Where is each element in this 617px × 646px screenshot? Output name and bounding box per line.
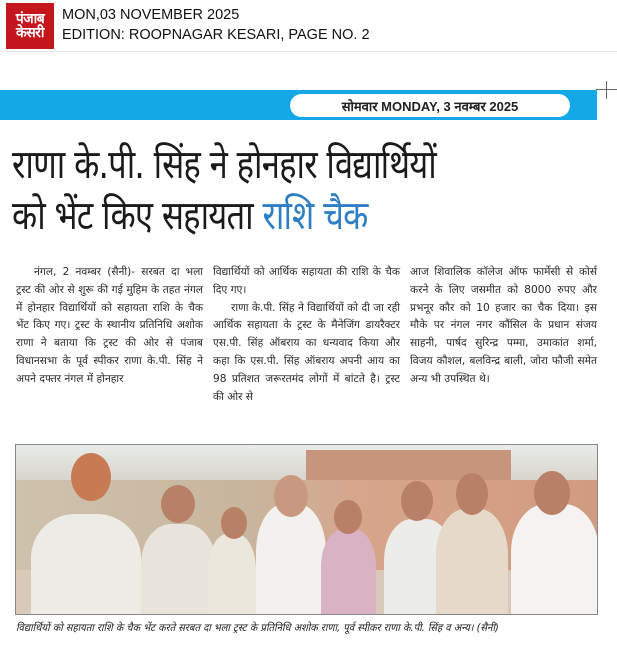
article-body [16, 264, 597, 442]
photo-person-head [71, 453, 111, 501]
headline-accent: राशि चैक [262, 193, 368, 239]
edition-name: EDITION: ROOPNAGAR KESARI, PAGE NO. 2 [62, 27, 370, 43]
photo-person-head [161, 485, 195, 523]
page-date-label: सोमवार MONDAY, 3 नवम्बर 2025 [290, 94, 570, 117]
article-column-3 [410, 264, 597, 442]
photo-person [436, 509, 508, 615]
photo-person [321, 529, 376, 615]
paragraph: विद्यार्थियों को आर्थिक सहायता की राशि के चैक दिए गए। [213, 266, 400, 296]
photo-person [511, 504, 598, 615]
photo-person-head [534, 471, 570, 515]
photo-person [141, 524, 216, 615]
photo-person-head [221, 507, 247, 539]
article-photo [15, 444, 598, 615]
photo-person [208, 534, 256, 615]
paragraph: आज शिवालिक कॉलेज ऑफ फार्मेसी से कोर्स करने के लिए जसमीत को 8000 रुपए और प्रभनूर कौर को 10 हजार का चैक दिया। इस मौके पर नंगल नगर कौंसिल के प्रधान संजय साहनी, पार्षद सुरिन्द्र पम्मा, उमाकांत शर्मा, विजय कौशल, बलविन्द्र बाली, जोरा फौजी समेत अन्य भी उपस्थित थे। [410, 266, 597, 385]
photo-person-head [401, 481, 433, 521]
edition-header [0, 0, 617, 52]
photo-person [31, 514, 141, 615]
headline-line-1: राणा के.पी. सिंह ने होनहार विद्यार्थियों [12, 142, 436, 188]
article-headline [12, 140, 500, 242]
headline-line-2 [12, 191, 500, 242]
photo-person-head [334, 500, 362, 534]
headline-line-2-main: को भेंट किए सहायता [12, 193, 253, 239]
logo-line-1: पंजाब [15, 11, 45, 27]
photo-caption: विद्यार्थियों को सहायता राशि के चैक भेंट करते सरबत दा भला ट्रस्ट के प्रतिनिधि अशोक राणा, पूर्व स्पीकर राणा के.पी. सिंह व अन्य। (सैनी) [16, 622, 499, 634]
crop-mark-icon [606, 81, 607, 99]
publication-date: MON,03 NOVEMBER 2025 [62, 7, 240, 23]
punjab-kesari-logo [6, 3, 54, 49]
photo-person-head [274, 475, 308, 517]
photo-person-head [456, 473, 488, 515]
article-column-1 [16, 264, 203, 442]
edition-meta [62, 5, 370, 45]
paragraph: नंगल, 2 नवम्बर (सैनी)- सरबत दा भला ट्रस्ट की ओर से शुरू की गई मुहिम के तहत नंगल में होनहार विद्यार्थियों को सहायता राशि के चैक भेंट किए गए। ट्रस्ट के स्थानीय प्रतिनिधि अशोक राणा ने बताया कि ट्रस्ट की ओर से पंजाब विधानसभा के पूर्व स्पीकर राणा के.पी. सिंह ने अपने दफ्तर नंगल में होनहार [16, 266, 203, 385]
logo-line-2: केसरी [15, 25, 45, 41]
paragraph: राणा के.पी. सिंह ने विद्यार्थियों को दी जा रही आर्थिक सहायता के ट्रस्ट के मैनेजिंग डायरैक्टर एस.पी. सिंह ऑबराय का धन्यवाद किया और कहा कि एस.पी. सिंह ऑबराय अपनी आय का 98 प्रतिशत जरूरतमंद लोगों में बांटते है। ट्रस्ट की ओर से [213, 301, 400, 403]
article-column-2 [213, 264, 400, 442]
photo-person [256, 504, 326, 615]
